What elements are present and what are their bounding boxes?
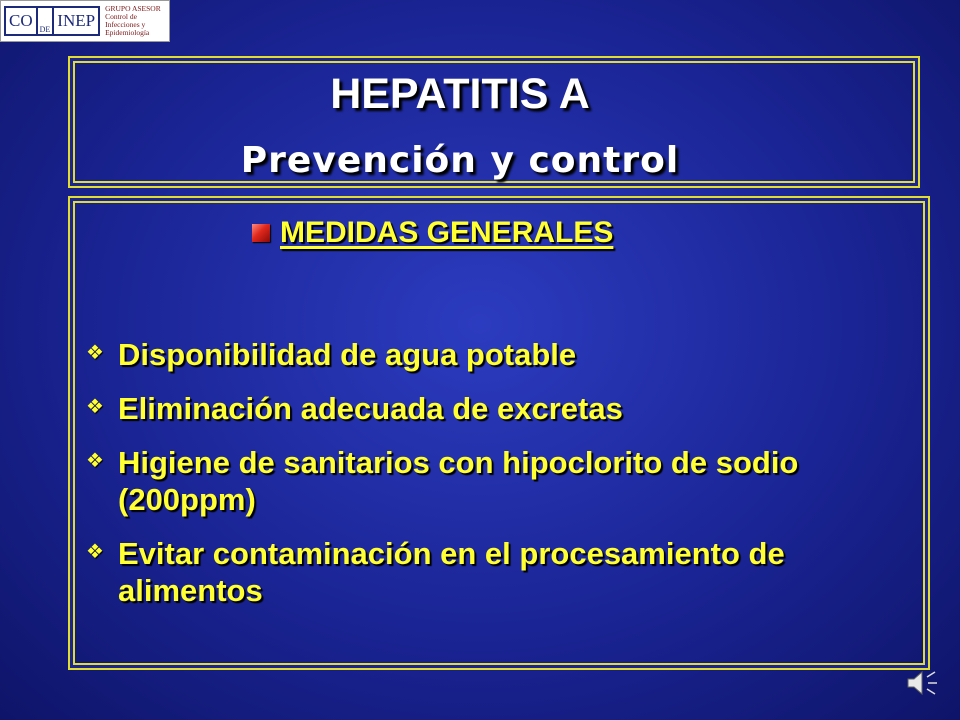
measures-list [86,336,896,626]
diamond-bullet-icon: ❖ [86,448,104,472]
slide-title: HEPATITIS A [330,70,590,118]
list-item-text: Eliminación adecuada de excretas [118,391,623,426]
list-item-text: Disponibilidad de agua potable [118,337,577,372]
organization-logo [0,0,170,42]
red-square-icon [252,224,270,242]
logo-mark-de: DE [38,8,55,34]
list-item [86,390,896,427]
slide-subtitle: Prevención y control [240,140,680,181]
logo-text-line: GRUPO ASESOR [105,4,161,13]
logo-text-line: Epidemiología [105,28,150,37]
logo-text [105,5,161,37]
diamond-bullet-icon: ❖ [86,394,104,418]
section-heading [252,216,613,250]
diamond-bullet-icon: ❖ [86,539,104,563]
logo-mark-co: CO [6,8,38,34]
list-item [86,535,896,609]
title-frame [68,56,920,188]
diamond-bullet-icon: ❖ [86,340,104,364]
logo-text-line: Control de [105,12,137,21]
list-item [86,336,896,373]
content-frame [68,196,930,670]
list-item-text: Higiene de sanitarios con hipoclorito de sodio (200ppm) [118,445,799,517]
list-item-text: Evitar contaminación en el procesamiento de alimentos [118,536,785,608]
logo-text-line: Infecciones y [105,20,146,29]
section-heading-label: MEDIDAS GENERALES [280,216,614,249]
logo-mark-inep: INEP [57,11,96,30]
list-item [86,444,896,518]
speaker-icon[interactable] [906,668,940,698]
logo-mark [4,6,100,36]
